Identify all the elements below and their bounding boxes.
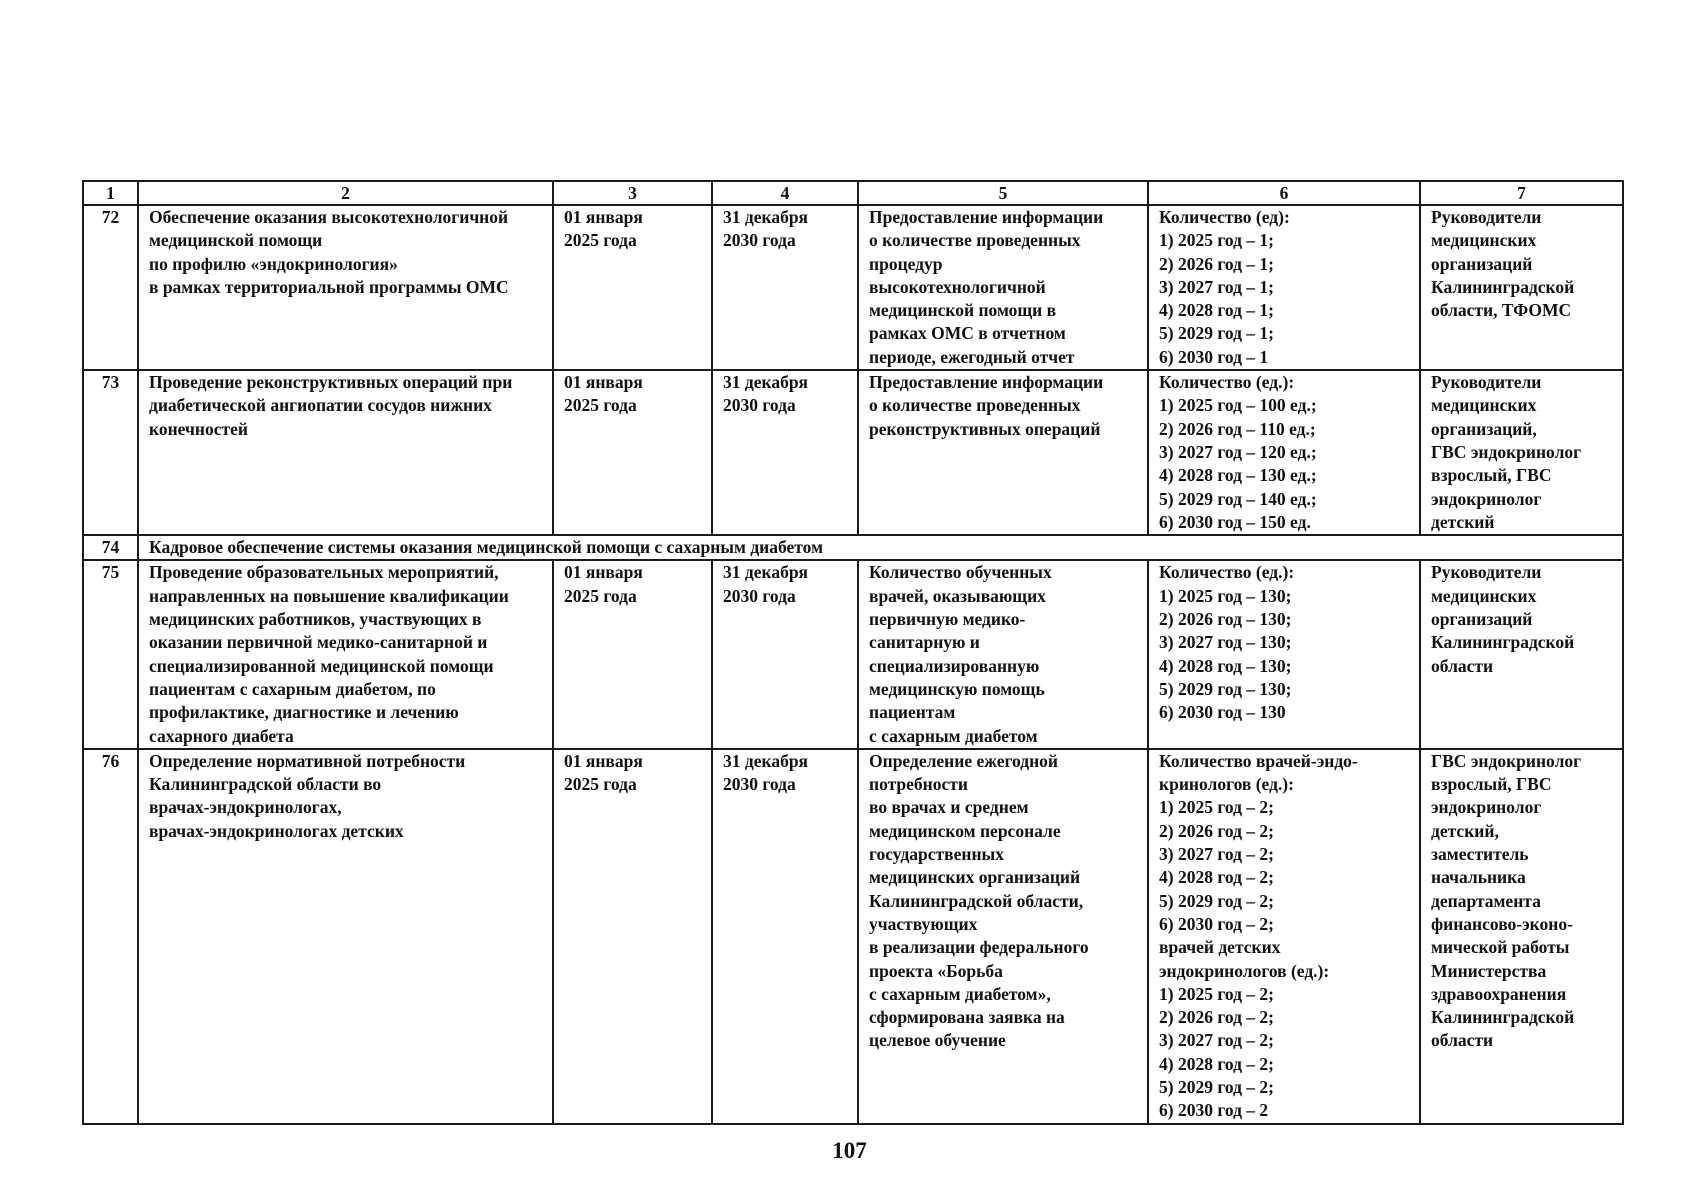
cell-line: эндокринолог (1431, 797, 1542, 818)
end-date-cell (712, 370, 858, 535)
cell-line: специализированной медицинской помощи (149, 655, 494, 676)
cell-line: проекта «Борьба (869, 960, 1003, 981)
cell-line: 3) 2027 год – 1; (1159, 276, 1275, 297)
cell-line: Определение ежегодной (869, 750, 1058, 771)
cell-line: профилактике, диагностике и лечению (149, 702, 459, 723)
column-number-header: 2 (138, 181, 553, 205)
cell-line: в рамках территориальной программы ОМС (149, 276, 509, 297)
cell-line: первичную медико- (869, 609, 1026, 630)
cell-line: 6) 2030 год – 2 (1159, 1100, 1269, 1121)
cell-line: врачей, оказывающих (869, 585, 1046, 606)
cell-line: пациентам (869, 702, 956, 723)
end-date-cell (712, 749, 858, 1124)
cell-line: медицинских (1431, 585, 1537, 606)
table-row (83, 560, 1623, 748)
cell-line: по профилю «эндокринология» (149, 253, 398, 274)
cell-line: участвующих (869, 913, 978, 934)
cell-line: периоде, ежегодный отчет (869, 346, 1075, 367)
cell-line: конечностей (149, 418, 248, 439)
cell-line: Количество обученных (869, 562, 1052, 583)
cell-line: во врачах и среднем (869, 797, 1029, 818)
cell-line: 2025 года (564, 230, 637, 251)
cell-line: 2025 года (564, 585, 637, 606)
cell-line: 2030 года (723, 774, 796, 795)
table-body (83, 205, 1623, 1124)
cell-line: Калининградской области во (149, 774, 382, 795)
cell-line: 2) 2026 год – 2; (1159, 1007, 1275, 1028)
section-row (83, 535, 1623, 560)
cell-line: 3) 2027 год – 2; (1159, 844, 1275, 865)
cell-line: рамках ОМС в отчетном (869, 323, 1066, 344)
indicator-cell (1148, 370, 1420, 535)
cell-line: медицинских работников, участвующих в (149, 609, 482, 630)
cell-line: мической работы (1431, 937, 1570, 958)
cell-line: санитарную и (869, 632, 980, 653)
responsible-cell (1420, 560, 1623, 748)
result-cell (858, 749, 1148, 1124)
cell-line: Руководители (1431, 207, 1542, 227)
cell-line: 2) 2026 год – 2; (1159, 820, 1275, 841)
cell-line: области, ТФОМС (1431, 300, 1572, 321)
table-row (83, 205, 1623, 370)
cell-line: 1) 2025 год – 2; (1159, 983, 1275, 1004)
row-number-cell: 73 (83, 370, 138, 535)
cell-line: детский, (1431, 820, 1499, 841)
cell-line: области (1431, 655, 1494, 676)
cell-line: начальника (1431, 867, 1526, 888)
cell-line: диабетической ангиопатии сосудов нижних (149, 395, 492, 416)
cell-line: детский (1431, 511, 1495, 532)
cell-line: с сахарным диабетом», (869, 983, 1051, 1004)
column-number-header: 7 (1420, 181, 1623, 205)
cell-line: 5) 2029 год – 2; (1159, 890, 1275, 911)
cell-line: эндокринолог (1431, 488, 1542, 509)
cell-line: медицинской помощи (149, 230, 323, 251)
row-number-cell: 75 (83, 560, 138, 748)
cell-line: 5) 2029 год – 140 ед.; (1159, 488, 1317, 509)
cell-line: 6) 2030 год – 1 (1159, 346, 1269, 367)
result-cell (858, 205, 1148, 370)
start-date-cell (553, 560, 712, 748)
cell-line: 2) 2026 год – 130; (1159, 609, 1292, 630)
cell-line: 3) 2027 год – 120 ед.; (1159, 441, 1317, 462)
cell-line: кринологов (ед.): (1159, 774, 1294, 795)
cell-line: Калининградской области, (869, 890, 1084, 911)
cell-line: взрослый, ГВС (1431, 465, 1552, 486)
cell-line: медицинскую помощь (869, 678, 1045, 699)
column-number-header: 1 (83, 181, 138, 205)
start-date-cell (553, 749, 712, 1124)
indicator-cell (1148, 749, 1420, 1124)
responsible-cell (1420, 749, 1623, 1124)
activity-plan-table (82, 180, 1624, 1125)
cell-line: 1) 2025 год – 130; (1159, 585, 1292, 606)
start-date-cell (553, 370, 712, 535)
cell-line: пациентам с сахарным диабетом, по (149, 678, 436, 699)
cell-line: Руководители (1431, 372, 1542, 393)
end-date-cell (712, 205, 858, 370)
cell-line: 3) 2027 год – 2; (1159, 1030, 1275, 1051)
cell-line: 4) 2028 год – 130 ед.; (1159, 465, 1317, 486)
section-title-cell: Кадровое обеспечение системы оказания медицинской помощи с сахарным диабетом (138, 535, 1623, 560)
column-number-header: 3 (553, 181, 712, 205)
activity-cell (138, 205, 553, 370)
cell-line: Количество (ед.): (1159, 372, 1295, 393)
cell-line: 01 января (564, 562, 643, 583)
cell-line: медицинских (1431, 395, 1537, 416)
cell-line: реконструктивных операций (869, 418, 1101, 439)
cell-line: организаций, (1431, 418, 1537, 439)
table-row (83, 749, 1623, 1124)
cell-line: 4) 2028 год – 130; (1159, 655, 1292, 676)
cell-line: направленных на повышение квалификации (149, 585, 509, 606)
responsible-cell (1420, 205, 1623, 370)
cell-line: Калининградской (1431, 276, 1575, 297)
cell-line: потребности (869, 774, 968, 795)
activity-cell (138, 560, 553, 748)
cell-line: врачах-эндокринологах, (149, 797, 342, 818)
page-number: 107 (832, 1138, 867, 1163)
cell-line: о количестве проведенных (869, 395, 1081, 416)
cell-line: медицинской помощи в (869, 300, 1057, 321)
cell-line: Калининградской (1431, 632, 1575, 653)
cell-line: ГВС эндокринолог (1431, 441, 1582, 462)
cell-line: 01 января (564, 750, 643, 771)
cell-line: организаций (1431, 609, 1533, 630)
cell-line: целевое обучение (869, 1030, 1006, 1051)
activity-cell (138, 749, 553, 1124)
cell-line: 5) 2029 год – 2; (1159, 1076, 1275, 1097)
cell-line: Предоставление информации (869, 207, 1104, 227)
responsible-cell (1420, 370, 1623, 535)
cell-line: 2030 года (723, 585, 796, 606)
cell-line: взрослый, ГВС (1431, 774, 1552, 795)
cell-line: Руководители (1431, 562, 1542, 583)
cell-line: департамента (1431, 890, 1541, 911)
cell-line: медицинских организаций (869, 867, 1081, 888)
cell-line: врачах-эндокринологах детских (149, 820, 404, 841)
cell-line: 1) 2025 год – 2; (1159, 797, 1275, 818)
cell-line: 2030 года (723, 230, 796, 251)
cell-line: ГВС эндокринолог (1431, 750, 1582, 771)
cell-line: оказании первичной медико-санитарной и (149, 632, 488, 653)
cell-line: 2) 2026 год – 1; (1159, 253, 1275, 274)
table-row (83, 370, 1623, 535)
cell-line: высокотехнологичной (869, 276, 1046, 297)
cell-line: сформирована заявка на (869, 1007, 1065, 1028)
indicator-cell (1148, 205, 1420, 370)
cell-line: Количество (ед): (1159, 207, 1290, 227)
end-date-cell (712, 560, 858, 748)
cell-line: 1) 2025 год – 100 ед.; (1159, 395, 1317, 416)
cell-line: Определение нормативной потребности (149, 750, 466, 771)
cell-line: 31 декабря (723, 562, 809, 583)
cell-line: 2025 года (564, 774, 637, 795)
row-number-cell: 72 (83, 205, 138, 370)
cell-line: специализированную (869, 655, 1040, 676)
cell-line: заместитель (1431, 844, 1529, 865)
cell-line: 2030 года (723, 395, 796, 416)
cell-line: 01 января (564, 207, 643, 227)
cell-line: 4) 2028 год – 2; (1159, 867, 1275, 888)
cell-line: 6) 2030 год – 2; (1159, 913, 1275, 934)
cell-line: 3) 2027 год – 130; (1159, 632, 1292, 653)
cell-line: Министерства (1431, 960, 1547, 981)
cell-line: сахарного диабета (149, 725, 294, 746)
cell-line: 6) 2030 год – 150 ед. (1159, 511, 1311, 532)
result-cell (858, 370, 1148, 535)
cell-line: 6) 2030 год – 130 (1159, 702, 1286, 723)
cell-line: 4) 2028 год – 2; (1159, 1053, 1275, 1074)
result-cell (858, 560, 1148, 748)
cell-line: с сахарным диабетом (869, 725, 1038, 746)
column-number-header-row (83, 181, 1623, 205)
cell-line: 2025 года (564, 395, 637, 416)
cell-line: Проведение реконструктивных операций при (149, 372, 513, 393)
cell-line: 5) 2029 год – 1; (1159, 323, 1275, 344)
cell-line: медицинских (1431, 230, 1537, 251)
cell-line: о количестве проведенных (869, 230, 1081, 251)
cell-line: 31 декабря (723, 750, 809, 771)
cell-line: Обеспечение оказания высокотехнологичной (149, 207, 509, 227)
activity-cell (138, 370, 553, 535)
row-number-cell: 76 (83, 749, 138, 1124)
cell-line: медицинском персонале (869, 820, 1061, 841)
column-number-header: 5 (858, 181, 1148, 205)
cell-line: финансово-эконо- (1431, 913, 1573, 934)
cell-line: 2) 2026 год – 110 ед.; (1159, 418, 1316, 439)
cell-line: 01 января (564, 372, 643, 393)
row-number-cell: 74 (83, 535, 138, 560)
cell-line: в реализации федерального (869, 937, 1089, 958)
cell-line: Количество врачей-эндо- (1159, 750, 1358, 771)
start-date-cell (553, 205, 712, 370)
cell-line: врачей детских (1159, 937, 1281, 958)
cell-line: эндокринологов (ед.): (1159, 960, 1330, 981)
cell-line: 31 декабря (723, 207, 809, 227)
cell-line: 5) 2029 год – 130; (1159, 678, 1292, 699)
cell-line: Количество (ед.): (1159, 562, 1295, 583)
cell-line: Проведение образовательных мероприятий, (149, 562, 499, 583)
cell-line: организаций (1431, 253, 1533, 274)
cell-line: 4) 2028 год – 1; (1159, 300, 1275, 321)
cell-line: области (1431, 1030, 1494, 1051)
cell-line: 1) 2025 год – 1; (1159, 230, 1275, 251)
cell-line: государственных (869, 844, 1004, 865)
column-number-header: 4 (712, 181, 858, 205)
column-number-header: 6 (1148, 181, 1420, 205)
cell-line: здравоохранения (1431, 983, 1567, 1004)
indicator-cell (1148, 560, 1420, 748)
cell-line: Предоставление информации (869, 372, 1104, 393)
cell-line: процедур (869, 253, 943, 274)
cell-line: 31 декабря (723, 372, 809, 393)
cell-line: Калининградской (1431, 1007, 1575, 1028)
